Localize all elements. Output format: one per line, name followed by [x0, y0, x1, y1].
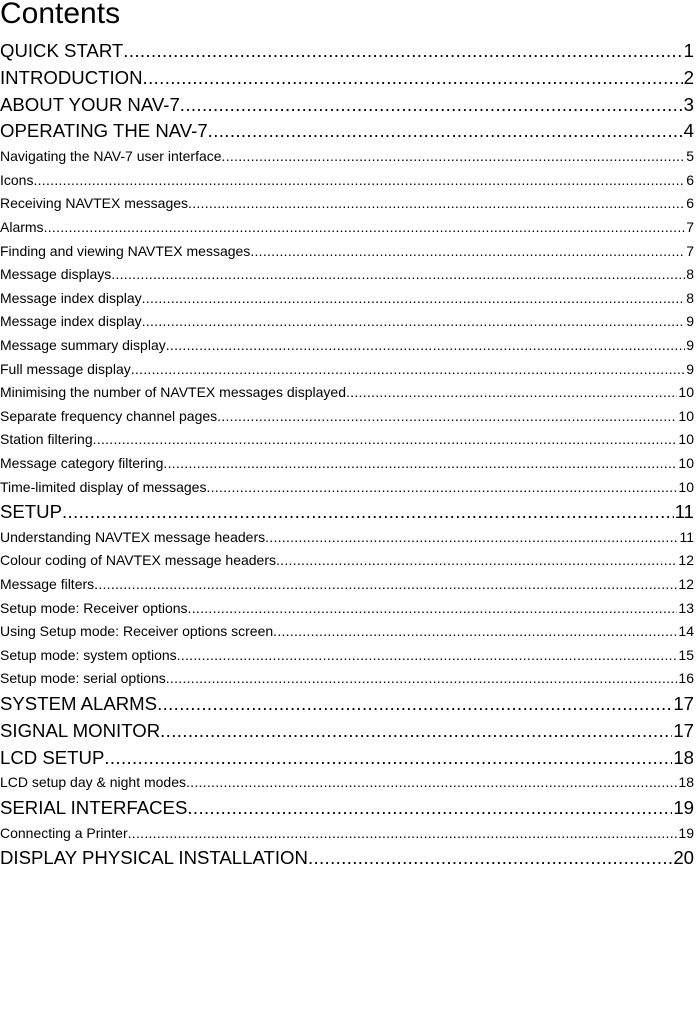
toc-page-number: 12	[678, 552, 694, 569]
toc-entry-title: Setup mode: system options	[0, 646, 177, 663]
toc-dot-leader	[177, 644, 678, 668]
toc-entry-title: Minimising the number of NAVTEX messages displayed	[0, 384, 347, 401]
toc-dot-leader	[62, 499, 674, 526]
toc-entry-title: Station filtering	[0, 431, 93, 448]
toc-entry[interactable]	[0, 405, 696, 429]
toc-page-number: 15	[678, 646, 694, 663]
toc-page-number: 4	[683, 120, 694, 142]
toc-dot-leader	[308, 845, 672, 872]
toc-entry-title: OPERATING THE NAV-7	[0, 120, 208, 142]
toc-page-number: 5	[686, 148, 694, 165]
toc-entry-title: Icons	[0, 171, 34, 188]
toc-page-number: 11	[674, 501, 694, 523]
toc-entry-title: Colour coding of NAVTEX message headers	[0, 552, 276, 569]
toc-page-number: 6	[686, 195, 694, 212]
toc-entry-title: Full message display	[0, 360, 131, 377]
toc-page-number: 10	[678, 407, 694, 424]
toc-entry-title: Understanding NAVTEX message headers	[0, 528, 266, 545]
toc-page-number: 10	[678, 384, 694, 401]
toc-entry[interactable]	[0, 310, 696, 334]
toc-entry[interactable]	[0, 499, 696, 526]
toc-entry-title: Message summary display	[0, 336, 166, 353]
toc-dot-leader	[188, 597, 678, 621]
toc-entry[interactable]	[0, 428, 696, 452]
toc-dot-leader	[250, 240, 685, 264]
toc-page-number: 14	[678, 623, 694, 640]
toc-dot-leader	[143, 65, 683, 92]
toc-page-number: 9	[686, 360, 694, 377]
toc-entry[interactable]	[0, 287, 696, 311]
toc-page-number: 9	[686, 336, 694, 353]
toc-entry-title: SYSTEM ALARMS	[0, 693, 158, 715]
toc-dot-leader	[44, 216, 686, 240]
toc-entry-title: Message displays	[0, 266, 112, 283]
toc-entry-title: LCD setup day & night modes	[0, 774, 186, 791]
toc-dot-leader	[166, 667, 678, 691]
toc-entry-title: QUICK START	[0, 40, 124, 61]
toc-dot-leader	[273, 620, 677, 644]
toc-entry-title: Navigating the NAV-7 user interface	[0, 148, 222, 165]
toc-entry[interactable]	[0, 38, 696, 65]
toc-page-number: 7	[686, 242, 694, 259]
toc-dot-leader	[187, 795, 672, 822]
toc-page-number: 10	[678, 431, 694, 448]
toc-dot-leader	[128, 822, 678, 846]
toc-entry[interactable]	[0, 745, 696, 772]
toc-page-number: 12	[678, 576, 694, 593]
toc-page-number: 7	[686, 218, 694, 235]
toc-dot-leader	[208, 118, 683, 145]
toc-entry[interactable]	[0, 822, 696, 846]
toc-dot-leader	[142, 287, 686, 311]
toc-entry-title: Message index display	[0, 313, 142, 330]
toc-entry-title: Finding and viewing NAVTEX messages	[0, 242, 251, 259]
toc-entry[interactable]	[0, 240, 696, 264]
toc-entry[interactable]	[0, 795, 696, 822]
toc-entry-title: Message category filtering	[0, 454, 164, 471]
toc-entry[interactable]	[0, 691, 696, 718]
toc-entry-title: SIGNAL MONITOR	[0, 719, 161, 741]
toc-entry-title: SERIAL INTERFACES	[0, 797, 188, 819]
toc-entry-title: Connecting a Printer	[0, 824, 128, 841]
toc-dot-leader	[111, 263, 685, 287]
toc-entry[interactable]	[0, 845, 696, 872]
toc-entry-title: Message index display	[0, 289, 142, 306]
toc-entry-title: INTRODUCTION	[0, 66, 143, 88]
toc-dot-leader	[180, 92, 683, 119]
toc-dot-leader	[157, 691, 672, 718]
toc-entry[interactable]	[0, 644, 696, 668]
toc-entry-title: Separate frequency channel pages	[0, 407, 218, 424]
toc-entry[interactable]	[0, 92, 696, 119]
toc-dot-leader	[160, 718, 672, 745]
toc-page-number: 8	[686, 266, 694, 283]
toc-entry[interactable]	[0, 263, 696, 287]
toc-page-number: 10	[678, 454, 694, 471]
toc-entry[interactable]	[0, 597, 696, 621]
toc-entry[interactable]	[0, 573, 696, 597]
toc-page-number: 17	[673, 719, 694, 741]
toc-entry-title: Message filters	[0, 576, 95, 593]
toc-entry-title: Time-limited display of messages	[0, 478, 207, 495]
toc-entry-title: Alarms	[0, 218, 44, 235]
toc-dot-leader	[217, 405, 677, 429]
toc-entry[interactable]	[0, 452, 696, 476]
toc-dot-leader	[186, 771, 677, 795]
toc-entry-title: DISPLAY PHYSICAL INSTALLATION	[0, 847, 308, 869]
toc-page-number: 18	[673, 746, 694, 768]
toc-page-number: 3	[683, 93, 694, 115]
toc-dot-leader	[33, 169, 685, 193]
toc-page-number: 13	[678, 599, 694, 616]
toc-page-number: 16	[678, 670, 694, 687]
toc-page-number: 19	[673, 797, 694, 819]
toc-dot-leader	[166, 334, 685, 358]
toc-entry[interactable]	[0, 381, 696, 405]
toc-dot-leader	[188, 192, 685, 216]
toc-entry[interactable]	[0, 771, 696, 795]
toc-page-number: 20	[673, 847, 694, 869]
toc-entry[interactable]	[0, 358, 696, 382]
toc-page-number: 9	[686, 313, 694, 330]
toc-entry[interactable]	[0, 169, 696, 193]
toc-dot-leader	[142, 310, 686, 334]
toc-page-number: 18	[678, 774, 694, 791]
toc-entry[interactable]	[0, 549, 696, 573]
toc-page-number: 1	[683, 40, 694, 61]
toc-entry-title: LCD SETUP	[0, 746, 105, 768]
toc-entry[interactable]	[0, 118, 696, 145]
toc-entry[interactable]	[0, 65, 696, 92]
toc-entry[interactable]	[0, 145, 696, 169]
table-of-contents	[0, 38, 696, 872]
toc-entry-title: Receiving NAVTEX messages	[0, 195, 189, 212]
toc-entry[interactable]	[0, 476, 696, 500]
toc-entry[interactable]	[0, 216, 696, 240]
toc-dot-leader	[346, 381, 677, 405]
toc-dot-leader	[131, 358, 685, 382]
toc-dot-leader	[93, 428, 678, 452]
page-title: Contents	[0, 0, 121, 30]
toc-page-number: 17	[673, 693, 694, 715]
toc-dot-leader	[94, 573, 677, 597]
toc-dot-leader	[276, 549, 677, 573]
toc-entry-title: Using Setup mode: Receiver options screen	[0, 623, 274, 640]
toc-dot-leader	[222, 145, 686, 169]
toc-page-number: 11	[679, 528, 694, 545]
toc-dot-leader	[123, 38, 682, 65]
toc-dot-leader	[206, 476, 677, 500]
toc-page-number: 8	[686, 289, 694, 306]
toc-dot-leader	[265, 526, 678, 550]
toc-page-number: 10	[678, 478, 694, 495]
toc-entry-title: Setup mode: serial options	[0, 670, 166, 687]
toc-page-number: 19	[678, 824, 694, 841]
toc-entry-title: Setup mode: Receiver options	[0, 599, 188, 616]
toc-dot-leader	[104, 745, 672, 772]
toc-entry-title: SETUP	[0, 501, 62, 523]
toc-entry[interactable]	[0, 192, 696, 216]
toc-page-number: 6	[686, 171, 694, 188]
toc-entry[interactable]	[0, 718, 696, 745]
toc-dot-leader	[163, 452, 677, 476]
toc-entry[interactable]	[0, 526, 696, 550]
toc-entry[interactable]	[0, 334, 696, 358]
toc-entry-title: ABOUT YOUR NAV-7	[0, 93, 180, 115]
toc-entry[interactable]	[0, 667, 696, 691]
toc-page-number: 2	[683, 66, 694, 88]
toc-entry[interactable]	[0, 620, 696, 644]
